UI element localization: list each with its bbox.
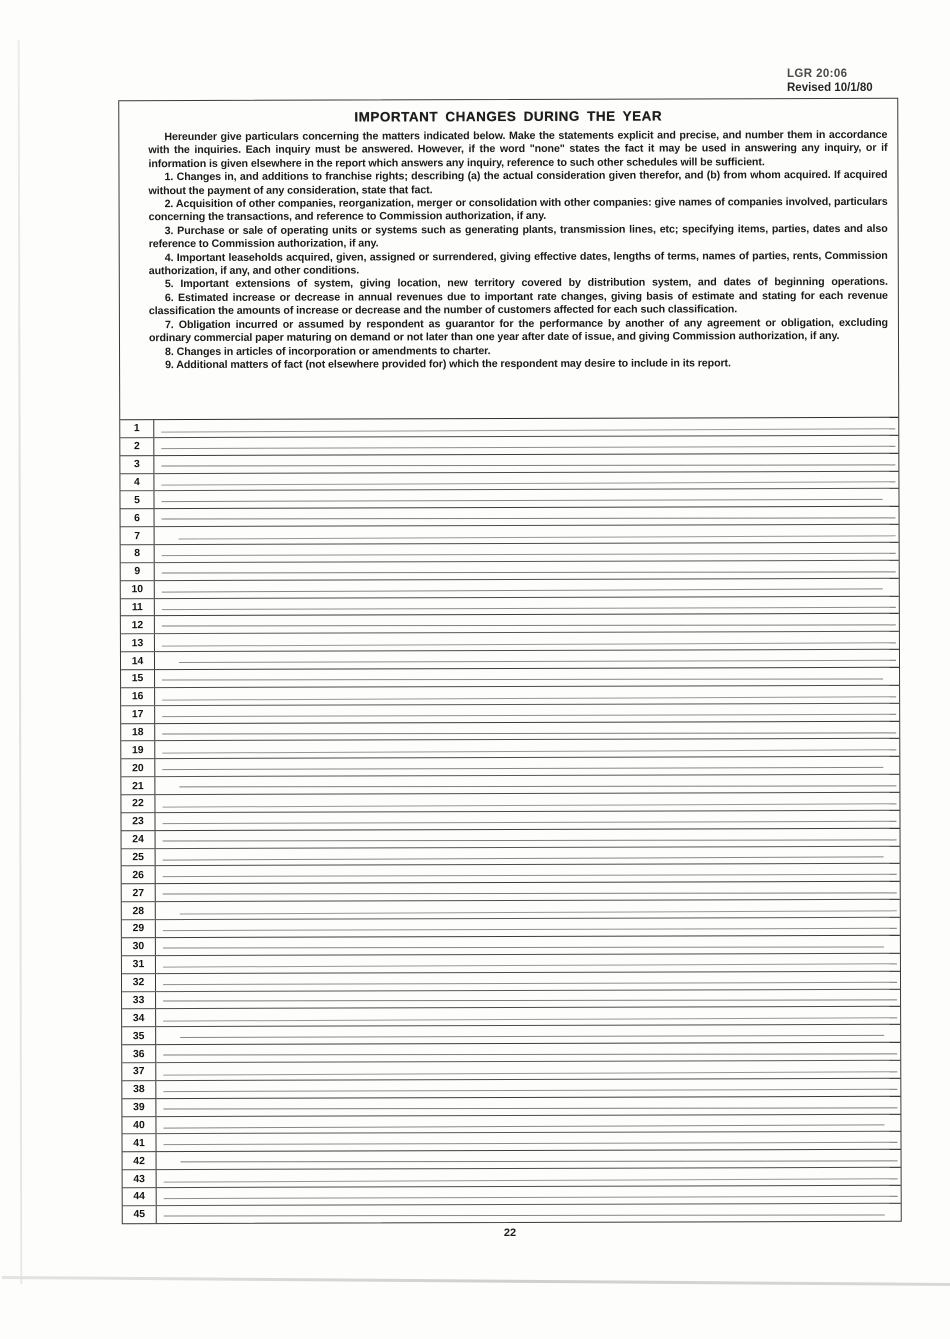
table-row: [120, 435, 898, 455]
writing-line: [163, 839, 897, 841]
answer-cell: [155, 721, 899, 740]
row-number: 28: [122, 902, 156, 919]
instruction-item-7: 7. Obligation incurred or assumed by respondent as guarantor for the performance by another of any agreement or obligation, excluding ordinary commercial paper maturing on demand or not later than one year after date of issue, and giving Commission authorization, if any.: [148, 316, 888, 345]
row-number: 18: [121, 724, 155, 741]
row-number: 27: [122, 884, 156, 901]
document-header: [787, 67, 927, 95]
answer-cell: [155, 525, 899, 544]
row-number: 11: [121, 599, 155, 616]
instruction-item-2: 2. Acquisition of other companies, reorganization, merger or consolidation with other companies: give names of companies involved, particulars concerning the transactions, and reference to Commission authorization, if any.: [148, 195, 888, 224]
answer-cell: [155, 614, 899, 633]
writing-line: [181, 1161, 898, 1163]
writing-line: [164, 1196, 898, 1199]
form-code: LGR 20:06: [787, 68, 848, 80]
answer-cell: [155, 668, 899, 687]
scan-page-edge-left: [18, 40, 23, 1284]
answer-cell: [155, 543, 899, 562]
table-row: [122, 828, 900, 848]
row-number: 29: [122, 920, 156, 937]
answer-cell: [157, 1186, 901, 1205]
answer-cell: [156, 1007, 900, 1026]
writing-line: [161, 499, 882, 502]
table-row: [121, 542, 899, 562]
row-number: 5: [120, 492, 154, 509]
table-row: [122, 1131, 900, 1151]
writing-line: [163, 874, 897, 877]
writing-line: [180, 1035, 884, 1038]
answer-cell: [155, 739, 899, 758]
answer-cell: [156, 829, 900, 848]
table-row: [121, 703, 899, 723]
row-number: 8: [121, 545, 155, 562]
writing-line: [163, 821, 897, 824]
writing-line: [161, 464, 895, 466]
table-row: [122, 881, 900, 901]
writing-line: [163, 1000, 897, 1002]
answer-cell: [156, 1096, 900, 1115]
answer-cell: [156, 1132, 900, 1151]
table-row: [120, 452, 898, 472]
answer-cell: [156, 989, 900, 1008]
table-row: [121, 738, 899, 758]
table-row: [122, 1113, 900, 1133]
table-row: [120, 470, 898, 490]
answer-cell: [156, 1061, 900, 1080]
row-number: 33: [122, 992, 156, 1009]
table-row: [121, 792, 899, 812]
row-number: 6: [121, 509, 155, 526]
answer-cell: [155, 632, 899, 651]
writing-line: [162, 678, 883, 680]
answer-cell: [155, 561, 899, 580]
row-number: 3: [120, 456, 154, 473]
page-number: 22: [503, 1227, 517, 1239]
row-number: 15: [121, 670, 155, 687]
row-number: 22: [121, 795, 155, 812]
answer-cell: [154, 418, 898, 437]
table-row: [122, 863, 900, 883]
table-row: [122, 970, 900, 990]
writing-line: [164, 1178, 898, 1182]
answer-cell: [156, 918, 900, 937]
row-number: 34: [122, 1009, 156, 1026]
instruction-item-1: 1. Changes in, and additions to franchise rights; describing (a) the actual consideration given therefor, and (b) from whom acquired. If acquired without the payment of any consideration, state that fact.: [148, 169, 888, 197]
answer-cell: [155, 507, 899, 526]
row-number: 16: [121, 688, 155, 705]
table-row: [121, 756, 899, 776]
writing-line: [162, 749, 896, 753]
answer-cell: [155, 650, 899, 669]
writing-line: [162, 553, 896, 556]
row-number: 9: [121, 563, 155, 580]
row-number: 30: [122, 938, 156, 955]
answer-cell: [157, 1168, 901, 1187]
answer-cell: [155, 596, 899, 615]
writing-line: [162, 606, 896, 609]
scan-page-edge-bottom: [2, 1276, 950, 1286]
answer-cell: [156, 1025, 900, 1044]
instruction-item-8: 8. Changes in articles of incorporation or amendments to charter.: [165, 344, 491, 358]
table-row: [121, 720, 899, 740]
table-row: [120, 418, 898, 437]
writing-line: [163, 1017, 897, 1021]
answer-cell: [154, 453, 898, 472]
table-row: [121, 595, 899, 615]
writing-line: [162, 625, 896, 627]
writing-line: [164, 1142, 898, 1145]
table-row: [123, 1149, 901, 1169]
writing-line: [163, 981, 897, 984]
table-row: [122, 1060, 900, 1080]
writing-line: [162, 642, 896, 646]
row-number: 1: [120, 420, 154, 437]
writing-line: [163, 1124, 884, 1128]
row-number: 40: [122, 1117, 156, 1134]
row-number: 36: [122, 1045, 156, 1062]
table-row: [120, 488, 898, 508]
row-number: 31: [122, 956, 156, 973]
table-row: [123, 1185, 901, 1205]
form-title: IMPORTANT CHANGES DURING THE YEAR: [354, 108, 663, 125]
answer-cell: [156, 936, 900, 955]
answer-cell: [154, 471, 898, 490]
answer-table: [120, 417, 901, 1223]
writing-line: [162, 589, 883, 593]
answer-cell: [155, 811, 899, 830]
answer-cell: [155, 793, 899, 812]
writing-line: [162, 732, 896, 734]
table-row: [122, 1042, 900, 1062]
row-number: 13: [121, 634, 155, 651]
answer-cell: [155, 686, 899, 705]
row-number: 7: [121, 527, 155, 544]
row-number: 41: [122, 1134, 156, 1151]
table-row: [123, 1167, 901, 1187]
answer-cell: [156, 882, 900, 901]
table-row: [121, 578, 899, 598]
table-row: [122, 917, 900, 937]
table-row: [121, 649, 899, 669]
writing-line: [163, 1053, 897, 1055]
table-row: [121, 524, 899, 544]
row-number: 17: [121, 706, 155, 723]
answer-cell: [156, 1043, 900, 1062]
row-number: 42: [123, 1152, 157, 1169]
instructions-intro: Hereunder give particulars concerning the matters indicated below. Make the statements explicit and precise, and number them in accordance with the inquiries. Each inquiry must be answered. However, if the word "none" states the fact it may be used in answering any inquiry, or if information is given elsewhere in the report which answers any inquiry, reference to such other schedules will be sufficient.: [148, 128, 888, 170]
writing-line: [162, 713, 896, 716]
row-number: 14: [121, 652, 155, 669]
writing-line: [163, 1107, 897, 1109]
table-row: [122, 988, 900, 1008]
writing-line: [179, 660, 896, 663]
row-number: 45: [123, 1206, 157, 1223]
writing-line: [162, 767, 883, 770]
revision-date: Revised 10/1/80: [787, 82, 873, 94]
table-row: [122, 1078, 900, 1098]
writing-line: [163, 1089, 897, 1092]
row-number: 23: [121, 813, 155, 830]
answer-cell: [156, 971, 900, 990]
instruction-item-9: 9. Additional matters of fact (not elsewhere provided for) which the respondent may desire to include in its report.: [165, 357, 731, 371]
table-row: [121, 685, 899, 705]
row-number: 26: [122, 867, 156, 884]
answer-cell: [156, 864, 900, 883]
writing-line: [180, 910, 897, 914]
table-row: [122, 935, 900, 955]
table-row: [121, 810, 899, 830]
instructions: [148, 129, 888, 373]
writing-line: [179, 786, 896, 788]
answer-cell: [157, 1204, 901, 1223]
row-number: 20: [121, 759, 155, 776]
writing-line: [164, 1214, 885, 1216]
writing-line: [162, 518, 896, 520]
answer-cell: [154, 489, 898, 508]
answer-cell: [156, 1079, 900, 1098]
table-row: [122, 845, 900, 865]
row-number: 37: [122, 1063, 156, 1080]
writing-line: [162, 571, 896, 573]
table-row: [122, 899, 900, 919]
writing-line: [163, 946, 884, 948]
table-row: [121, 560, 899, 580]
row-number: 24: [122, 831, 156, 848]
answer-cell: [155, 775, 899, 794]
writing-line: [161, 428, 895, 432]
writing-line: [179, 535, 896, 539]
table-row: [122, 1095, 900, 1115]
writing-line: [161, 446, 895, 449]
table-row: [122, 953, 900, 973]
writing-line: [163, 964, 897, 968]
table-row: [122, 1024, 900, 1044]
writing-line: [162, 696, 896, 700]
answer-cell: [154, 436, 898, 455]
answer-cell: [155, 757, 899, 776]
row-number: 38: [122, 1081, 156, 1098]
row-number: 21: [121, 777, 155, 794]
form-box: [118, 98, 902, 1224]
row-number: 25: [122, 849, 156, 866]
answer-cell: [156, 954, 900, 973]
row-number: 32: [122, 974, 156, 991]
writing-line: [161, 481, 895, 485]
instruction-item-6: 6. Estimated increase or decrease in annual revenues due to important rate changes, giving basis of estimate and stating for each revenue classification the amounts of increase or decrease and the number of customers affected for each such classification.: [148, 289, 888, 318]
answer-cell: [156, 900, 900, 919]
table-row: [121, 631, 899, 651]
row-number: 12: [121, 617, 155, 634]
row-number: 2: [120, 438, 154, 455]
row-number: 43: [123, 1170, 157, 1187]
table-row: [122, 1006, 900, 1026]
instruction-item-4: 4. Important leaseholds acquired, given, assigned or surrendered, giving effective dates, lengths of terms, names of parties, rents, Commission authorization, if any, and other conditions.: [148, 249, 888, 278]
answer-cell: [155, 704, 899, 723]
row-number: 39: [122, 1099, 156, 1116]
writing-line: [163, 857, 884, 861]
instruction-item-3: 3. Purchase or sale of operating units or systems such as generating plants, transmission lines, etc; specifying items, parties, dates and also reference to Commission authorization, if any.: [148, 222, 888, 251]
answer-cell: [156, 1114, 900, 1133]
writing-line: [162, 803, 896, 807]
table-row: [121, 667, 899, 687]
table-row: [121, 774, 899, 794]
table-row: [121, 613, 899, 633]
answer-cell: [157, 1150, 901, 1169]
row-number: 35: [122, 1027, 156, 1044]
writing-line: [163, 1071, 897, 1075]
row-number: 44: [123, 1188, 157, 1205]
row-number: 19: [121, 742, 155, 759]
instruction-item-5: 5. Important extensions of system, giving location, new territory covered by distribution system, and dates of beginning operations.: [164, 276, 888, 291]
answer-cell: [155, 579, 899, 598]
answer-cell: [156, 846, 900, 865]
row-number: 10: [121, 581, 155, 598]
table-row: [123, 1203, 901, 1223]
writing-line: [163, 893, 897, 895]
row-number: 4: [120, 474, 154, 491]
table-row: [121, 506, 899, 526]
writing-line: [163, 928, 897, 931]
